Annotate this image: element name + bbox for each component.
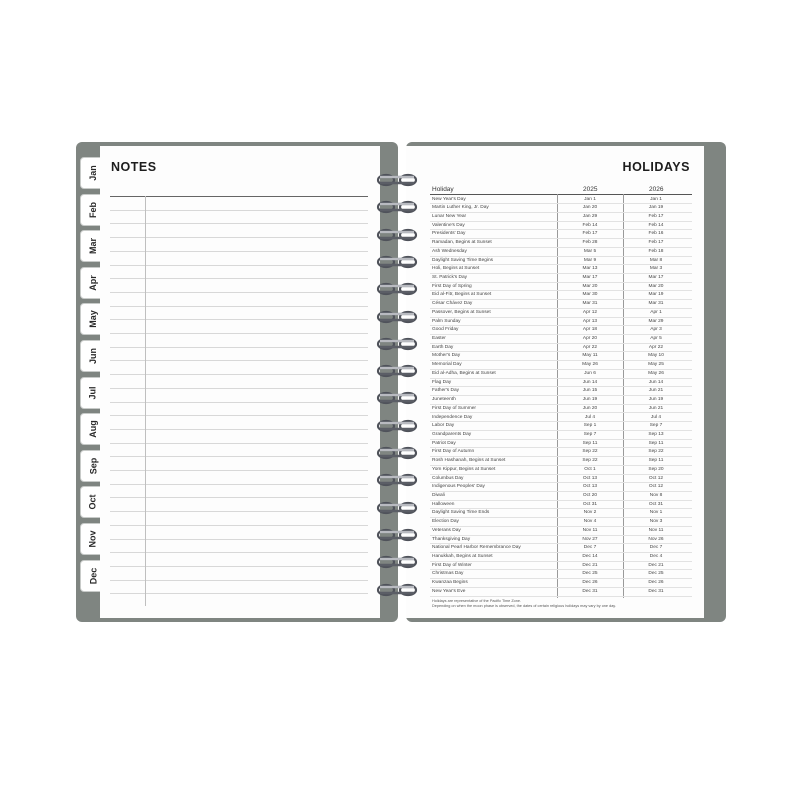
spiral-ring [376, 582, 418, 598]
tab-label: Jan [87, 165, 98, 181]
holiday-date-2026: May 25 [648, 362, 664, 368]
holiday-row [430, 317, 692, 326]
tab-label: Dec [87, 567, 98, 584]
holiday-name: Halloween [432, 501, 455, 507]
holiday-row [430, 457, 692, 466]
holidays-footnote: Holidays are representative of the Pacific Time Zone. [432, 599, 522, 603]
holiday-date-2025: Jan 1 [584, 196, 596, 202]
holiday-date-2025: Mar 17 [582, 274, 598, 280]
holiday-name: Eid al-Fitr, Begins at Sunset [432, 292, 492, 298]
holiday-row [430, 422, 692, 431]
holiday-date-2026: Jun 14 [648, 379, 664, 385]
tab-label: Jul [87, 386, 98, 400]
notes-line [110, 265, 368, 266]
holiday-name: Veterans Day [432, 527, 461, 533]
holiday-name: Daylight Saving Time Ends [432, 510, 490, 516]
holiday-row [430, 474, 692, 483]
holiday-row [430, 291, 692, 300]
notes-line [110, 251, 368, 252]
holiday-row [430, 544, 692, 553]
holiday-row [430, 308, 692, 317]
spiral-ring [376, 554, 418, 570]
spiral-ring [376, 363, 418, 379]
holiday-date-2025: May 11 [582, 353, 598, 359]
holiday-date-2025: Feb 28 [582, 240, 598, 246]
holiday-row [430, 378, 692, 387]
notes-line [110, 374, 368, 375]
holiday-date-2025: Jun 6 [584, 370, 596, 376]
holiday-row [430, 561, 692, 570]
holiday-name: Thanksgiving Day [432, 536, 471, 542]
notes-line [110, 319, 368, 320]
holiday-date-2026: Apr 22 [648, 344, 664, 350]
holiday-name: Eid al-Adha, Begins at Sunset [432, 370, 496, 376]
year-2026-column-header: 2026 [649, 186, 664, 193]
holiday-row [430, 404, 692, 413]
notes-line [110, 443, 368, 444]
holiday-date-2026: Dec 25 [648, 571, 664, 577]
notes-line [110, 511, 368, 512]
notes-margin-line [145, 196, 146, 606]
holiday-row [430, 500, 692, 509]
holiday-name: Election Day [432, 519, 459, 525]
holiday-date-2025: Nov 2 [583, 510, 597, 516]
holiday-date-2025: Mar 5 [583, 248, 597, 254]
notes-line [110, 415, 368, 416]
holiday-date-2025: Jan 20 [582, 205, 598, 211]
holiday-name: Kwanzaa Begins [432, 580, 468, 586]
holiday-name: First Day of Spring [432, 283, 472, 289]
holiday-date-2026: Mar 17 [648, 274, 664, 280]
tab-label: Oct [87, 494, 98, 510]
holiday-date-2025: Jun 14 [582, 379, 598, 385]
holiday-name: First Day of Summer [432, 405, 476, 411]
holiday-row [430, 509, 692, 518]
notes-title: NOTES [111, 160, 157, 174]
holiday-date-2026: Feb 18 [648, 248, 664, 254]
holiday-name: Father's Day [432, 388, 460, 394]
holiday-date-2025: Mar 30 [582, 292, 598, 298]
holiday-date-2025: Oct 31 [582, 501, 598, 507]
holiday-date-2025: Sep 11 [582, 440, 598, 446]
holiday-date-2025: Apr 12 [582, 309, 598, 315]
holiday-row [430, 265, 692, 274]
year-2025-column-header: 2025 [583, 186, 598, 193]
holiday-name: Ramadan, Begins at Sunset [432, 240, 492, 246]
notes-page [100, 146, 380, 618]
holiday-date-2026: Apr 1 [650, 309, 662, 315]
holiday-row [430, 579, 692, 588]
notes-line [110, 470, 368, 471]
holiday-name: Earth Day [432, 344, 454, 350]
holiday-date-2025: Feb 14 [582, 222, 598, 228]
holiday-date-2026: Nov 26 [648, 536, 664, 542]
holiday-date-2025: Dec 14 [582, 554, 598, 560]
holiday-date-2025: Nov 4 [583, 519, 597, 525]
notes-line [110, 306, 368, 307]
notes-line [110, 552, 368, 553]
notes-line [110, 347, 368, 348]
notes-line [110, 429, 368, 430]
holiday-date-2026: Jun 21 [648, 388, 664, 394]
holiday-name: New Year's Day [432, 196, 466, 202]
holiday-name: Rosh Hashanah, Begins at Sunset [432, 458, 506, 464]
holiday-date-2025: Jun 15 [582, 388, 598, 394]
spiral-ring [376, 472, 418, 488]
holiday-date-2025: Sep 7 [583, 431, 597, 437]
spiral-ring [376, 254, 418, 270]
holiday-date-2026: Dec 26 [648, 580, 664, 586]
holiday-date-2026: Dec 31 [648, 588, 664, 594]
holiday-date-2026: Sep 22 [648, 449, 664, 455]
holiday-date-2026: Mar 3 [649, 266, 663, 272]
holiday-date-2025: Mar 9 [583, 257, 597, 263]
spiral-ring [376, 199, 418, 215]
holiday-name: First Day of Autumn [432, 449, 475, 455]
holiday-date-2026: Oct 12 [648, 475, 664, 481]
holiday-date-2026: Mar 19 [648, 292, 664, 298]
holiday-row [430, 239, 692, 248]
holiday-date-2026: Mar 20 [648, 283, 664, 289]
holiday-name: Mother's Day [432, 353, 461, 359]
holiday-name: Grandparents Day [432, 431, 472, 437]
holiday-date-2026: Dec 4 [649, 554, 663, 560]
holiday-row [430, 230, 692, 239]
notes-line [110, 237, 368, 238]
holiday-row [430, 387, 692, 396]
notes-line [110, 525, 368, 526]
holiday-name: Juneteenth [432, 397, 456, 403]
tab-label: Feb [87, 201, 98, 218]
holiday-date-2025: Oct 13 [582, 475, 598, 481]
holiday-name: Good Friday [432, 327, 459, 333]
holiday-row [430, 483, 692, 492]
holiday-name: Hanukkah, Begins at Sunset [432, 554, 493, 560]
holiday-name: Labor Day [432, 423, 455, 429]
holiday-name: Lunar New Year [432, 213, 467, 219]
holiday-name: César Chávez Day [432, 301, 473, 307]
holiday-date-2025: May 26 [582, 362, 598, 368]
holiday-row [430, 247, 692, 256]
holiday-date-2025: Jun 20 [582, 405, 598, 411]
holiday-row [430, 273, 692, 282]
tab-label: Nov [87, 530, 98, 548]
holiday-row [430, 430, 692, 439]
notes-line [110, 484, 368, 485]
holiday-date-2026: Oct 12 [648, 484, 664, 490]
holiday-date-2025: Sep 1 [583, 423, 597, 429]
holiday-date-2025: Nov 27 [582, 536, 598, 542]
holiday-date-2025: Jun 19 [582, 397, 598, 403]
tab-label: Apr [88, 275, 98, 291]
holiday-name: St. Patrick's Day [432, 274, 468, 280]
holiday-date-2026: Sep 20 [648, 466, 664, 472]
spiral-ring [376, 445, 418, 461]
holiday-date-2025: Dec 21 [582, 562, 598, 568]
holiday-row [430, 361, 692, 370]
holiday-date-2026: Sep 11 [648, 458, 664, 464]
notes-line [110, 593, 368, 594]
holiday-name: Patriot Day [432, 440, 456, 446]
holiday-date-2026: Sep 11 [648, 440, 664, 446]
holiday-row [430, 491, 692, 500]
spiral-ring [376, 281, 418, 297]
holiday-name: Columbus Day [432, 475, 464, 481]
holiday-name: Indigenous Peoples' Day [432, 484, 485, 490]
holiday-date-2025: Apr 18 [582, 327, 598, 333]
spiral-ring [376, 390, 418, 406]
holiday-date-2026: Jan 19 [648, 205, 664, 211]
spiral-ring [376, 309, 418, 325]
notes-line [110, 497, 368, 498]
holiday-row [430, 535, 692, 544]
holiday-date-2026: Mar 8 [649, 257, 663, 263]
holiday-row [430, 518, 692, 527]
holiday-name: Independence Day [432, 414, 473, 420]
holiday-row [430, 413, 692, 422]
holiday-date-2026: Sep 13 [648, 431, 664, 437]
spiral-ring [376, 336, 418, 352]
holiday-date-2025: Oct 13 [582, 484, 598, 490]
notes-line [110, 456, 368, 457]
spiral-ring [376, 418, 418, 434]
holiday-date-2025: Mar 13 [582, 266, 598, 272]
holiday-date-2026: Apr 5 [650, 336, 662, 342]
holiday-date-2026: Apr 3 [650, 327, 662, 333]
holiday-date-2026: Feb 17 [648, 240, 664, 246]
holiday-date-2025: Apr 13 [582, 318, 598, 324]
holiday-row [430, 570, 692, 579]
holiday-date-2025: Dec 26 [582, 580, 598, 586]
tab-label: Sep [87, 457, 98, 475]
spiral-ring [376, 172, 418, 188]
holiday-row [430, 221, 692, 230]
holiday-row [430, 300, 692, 309]
notes-line [110, 333, 368, 334]
notes-line [110, 360, 368, 361]
holiday-date-2026: May 26 [648, 370, 664, 376]
holiday-date-2026: May 10 [648, 353, 664, 359]
holiday-row [430, 212, 692, 221]
holiday-name: Easter [432, 336, 446, 342]
holiday-date-2026: Jun 19 [648, 397, 664, 403]
holiday-row [430, 553, 692, 562]
holidays-title: HOLIDAYS [622, 160, 690, 174]
spiral-ring [376, 227, 418, 243]
holiday-row [430, 526, 692, 535]
holiday-row [430, 343, 692, 352]
holiday-row [430, 439, 692, 448]
holiday-row [430, 326, 692, 335]
holiday-date-2026: Nov 8 [649, 492, 663, 498]
holiday-row [430, 256, 692, 265]
notes-line [110, 580, 368, 581]
holiday-date-2025: Dec 31 [582, 588, 598, 594]
holiday-date-2026: Nov 3 [649, 519, 663, 525]
notes-line [110, 278, 368, 279]
spiral-ring [376, 500, 418, 516]
notes-line [110, 388, 368, 389]
holiday-date-2025: Oct 20 [582, 492, 598, 498]
tab-label: Mar [87, 238, 98, 255]
holiday-name: First Day of Winter [432, 562, 472, 568]
holiday-name: Daylight Saving Time Begins [432, 257, 494, 263]
notes-line [110, 539, 368, 540]
holiday-date-2025: Feb 17 [582, 231, 598, 237]
holiday-date-2025: Jan 29 [582, 213, 598, 219]
holiday-date-2026: Mar 31 [648, 301, 664, 307]
holiday-name: Ash Wednesday [432, 248, 467, 254]
notes-line [110, 210, 368, 211]
tab-label: Jun [87, 347, 98, 365]
holiday-row [430, 335, 692, 344]
holiday-date-2025: Mar 20 [582, 283, 598, 289]
holiday-name: Christmas Day [432, 571, 464, 577]
holiday-row [430, 587, 692, 596]
holiday-row [430, 369, 692, 378]
holiday-date-2026: Feb 16 [648, 231, 664, 237]
holiday-name: Diwali [432, 492, 445, 498]
holiday-row [430, 204, 692, 213]
holiday-date-2025: Apr 22 [582, 344, 598, 350]
holiday-name: Martin Luther King, Jr. Day [432, 205, 489, 211]
holiday-row [430, 448, 692, 457]
holiday-date-2026: Sep 7 [649, 423, 663, 429]
holiday-date-2026: Feb 14 [648, 222, 664, 228]
holiday-date-2025: Oct 1 [584, 466, 596, 472]
holiday-date-2025: Mar 31 [582, 301, 598, 307]
tab-label: Aug [88, 420, 98, 438]
notes-line [110, 292, 368, 293]
holiday-name: Holi, Begins at Sunset [432, 266, 480, 272]
spiral-ring [376, 527, 418, 543]
holiday-row [430, 396, 692, 405]
holiday-date-2025: Sep 22 [582, 449, 598, 455]
notes-line [110, 566, 368, 567]
holiday-row [430, 195, 692, 204]
holiday-date-2026: Jul 4 [650, 414, 662, 420]
holiday-date-2026: Jan 1 [650, 196, 662, 202]
notes-line [110, 402, 368, 403]
holiday-date-2026: Feb 17 [648, 213, 664, 219]
holiday-date-2026: Jun 21 [648, 405, 664, 411]
notes-line [110, 223, 368, 224]
holiday-name: Valentine's Day [432, 222, 465, 228]
holiday-name: Palm Sunday [432, 318, 461, 324]
holiday-name: Passover, Begins at Sunset [432, 309, 491, 315]
notes-line [110, 196, 368, 197]
holiday-date-2025: Dec 7 [583, 545, 597, 551]
holiday-date-2026: Mar 29 [648, 318, 664, 324]
holiday-date-2026: Oct 31 [648, 501, 664, 507]
holiday-date-2025: Sep 22 [582, 458, 598, 464]
holiday-date-2025: Jul 4 [584, 414, 596, 420]
holiday-date-2025: Nov 11 [582, 527, 598, 533]
holiday-date-2026: Nov 1 [649, 510, 663, 516]
tab-label: May [87, 310, 98, 329]
holiday-name: Flag Day [432, 379, 452, 385]
holiday-date-2026: Dec 21 [648, 562, 664, 568]
holiday-name: New Year's Eve [432, 588, 466, 594]
holiday-name: National Pearl Harbor Remembrance Day [432, 545, 521, 551]
holiday-column-header: Holiday [432, 186, 454, 193]
holiday-row [430, 465, 692, 474]
holidays-footnote: Depending on when the moon phase is observed, the dates of certain religious holidays may vary by one day. [432, 604, 616, 608]
holiday-row [430, 282, 692, 291]
holiday-date-2025: Apr 20 [582, 336, 598, 342]
holiday-date-2026: Dec 7 [649, 545, 663, 551]
holiday-name: Yom Kippur, Begins at Sunset [432, 466, 496, 472]
holiday-date-2025: Dec 25 [582, 571, 598, 577]
holiday-date-2026: Nov 11 [648, 527, 664, 533]
holiday-row [430, 352, 692, 361]
holiday-name: Memorial Day [432, 362, 462, 368]
holiday-name: Presidents' Day [432, 231, 466, 237]
